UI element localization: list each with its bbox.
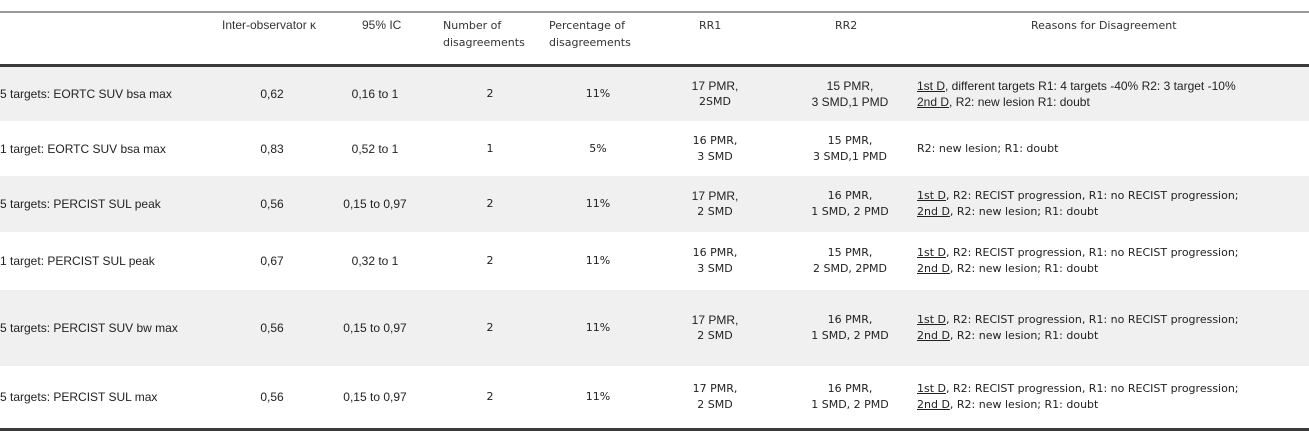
- num-disagreements-cell: [440, 176, 540, 232]
- table-row: [0, 232, 1309, 290]
- reason-line: [917, 381, 1239, 397]
- reason-text: , R2: new lesion R1: doubt: [949, 95, 1090, 109]
- row-label-cell: [0, 366, 215, 428]
- rr2-line: 16 PMR,: [827, 313, 873, 326]
- num-disagreements-value: 2: [486, 87, 494, 100]
- kappa-cell: [222, 176, 322, 232]
- ic-cell: [330, 366, 420, 428]
- kappa-value: 0,56: [260, 197, 284, 211]
- pct-disagreements-value: 11%: [585, 390, 611, 403]
- rr1-cell: [660, 290, 770, 366]
- ic-value: 0,15 to 0,97: [343, 390, 407, 404]
- rr2-line: 3 SMD,1 PMD: [812, 149, 888, 163]
- reason-line: [917, 328, 1239, 344]
- pct-disagreements-cell: [548, 176, 648, 232]
- reason-line: [917, 141, 1058, 157]
- rr2-line: 1 SMD, 2 PMD: [811, 329, 889, 342]
- num-disagreements-cell: [440, 290, 540, 366]
- pct-disagreements-cell: [548, 67, 648, 121]
- reason-line: [917, 204, 1239, 220]
- rr1-line: 3 SMD: [697, 149, 733, 163]
- reason-line: [917, 188, 1239, 204]
- row-label-cell: [0, 232, 215, 290]
- header-number-of-disagreements: Number of disagreements: [443, 19, 525, 49]
- rr2-cell: [795, 121, 905, 176]
- table-bottom-rule: [0, 428, 1309, 431]
- pct-disagreements-value: 11%: [585, 321, 611, 334]
- reason-disagreement-tag: 2nd D: [917, 329, 950, 342]
- table-row: [0, 366, 1309, 428]
- rr2-cell: [795, 176, 905, 232]
- reason-disagreement-tag: 1st D: [917, 382, 947, 395]
- rr1-line: 2 SMD: [697, 329, 733, 342]
- reason-disagreement-tag: 2nd D: [917, 398, 950, 411]
- reason-line: [917, 261, 1239, 277]
- num-disagreements-cell: [440, 67, 540, 121]
- reason-text: , R2: new lesion; R1: doubt: [949, 262, 1099, 275]
- reason-disagreement-tag: 2nd D: [917, 95, 950, 109]
- reason-text: R2: new lesion; R1: doubt: [917, 141, 1059, 155]
- reason-text: , different targets R1: 4 targets -40% R2: 3 target -10%: [945, 79, 1236, 93]
- pct-disagreements-cell: [548, 232, 648, 290]
- row-label-cell: [0, 121, 215, 176]
- reason-text: , R2: RECIST progression, R1: no RECIST progression;: [946, 246, 1239, 259]
- kappa-cell: [222, 67, 322, 121]
- reason-disagreement-tag: 2nd D: [917, 262, 950, 275]
- reason-disagreement-tag: 1st D: [917, 246, 947, 259]
- header-rr2: RR2: [835, 19, 858, 32]
- header-rr1: RR1: [699, 19, 722, 32]
- rr1-line: 2 SMD: [697, 205, 733, 218]
- rr2-line: 15 PMR,: [826, 79, 874, 93]
- reason-line: [917, 245, 1239, 261]
- ic-value: 0,32 to 1: [351, 254, 399, 268]
- rr2-cell: [795, 232, 905, 290]
- rr2-line: 15 PMR,: [827, 133, 873, 147]
- row-label-value: 5 targets: EORTC SUV bsa max: [0, 87, 172, 101]
- reason-line: [917, 94, 1236, 110]
- rr1-line: 3 SMD: [697, 262, 733, 275]
- pct-disagreements-cell: [548, 290, 648, 366]
- rr1-cell: [660, 67, 770, 121]
- rr2-line: 1 SMD, 2 PMD: [811, 398, 889, 411]
- row-label-cell: [0, 290, 215, 366]
- table-row: [0, 290, 1309, 366]
- rr2-cell: [795, 366, 905, 428]
- rr1-line: 17 PMR,: [692, 382, 738, 395]
- pct-disagreements-value: 5%: [589, 141, 607, 155]
- reasons-cell: [917, 366, 1309, 428]
- header-ic: 95% IC: [362, 18, 402, 32]
- rr2-line: 1 SMD, 2 PMD: [811, 205, 889, 218]
- rr2-line: 3 SMD,1 PMD: [811, 95, 889, 109]
- reasons-cell: [917, 67, 1309, 121]
- rr1-line: 17 PMR,: [691, 313, 739, 327]
- reason-text: , R2: new lesion; R1: doubt: [949, 205, 1099, 218]
- reason-text: , R2: RECIST progression, R1: no RECIST progression;: [946, 189, 1239, 202]
- rr1-line: 2SMD: [699, 95, 731, 108]
- reason-line: [917, 312, 1239, 328]
- kappa-value: 0,56: [260, 321, 284, 335]
- ic-cell: [330, 67, 420, 121]
- rr1-cell: [660, 121, 770, 176]
- header-kappa: Inter-observator κ: [222, 18, 317, 32]
- rr2-line: 16 PMR,: [827, 189, 873, 202]
- rr1-line: 17 PMR,: [691, 79, 739, 93]
- table-top-rule: [0, 11, 1309, 13]
- reason-disagreement-tag: 1st D: [917, 313, 947, 326]
- pct-disagreements-cell: [548, 121, 648, 176]
- pct-disagreements-cell: [548, 366, 648, 428]
- kappa-cell: [222, 232, 322, 290]
- num-disagreements-value: 2: [486, 197, 494, 210]
- row-label-value: 5 targets: PERCIST SUL peak: [0, 197, 161, 211]
- kappa-cell: [222, 121, 322, 176]
- ic-value: 0,16 to 1: [351, 87, 399, 101]
- reason-line: [917, 397, 1239, 413]
- ic-cell: [330, 232, 420, 290]
- reason-disagreement-tag: 1st D: [917, 189, 947, 202]
- kappa-value: 0,67: [260, 254, 284, 268]
- reasons-cell: [917, 176, 1309, 232]
- num-disagreements-value: 1: [486, 141, 494, 155]
- reason-disagreement-tag: 2nd D: [917, 205, 950, 218]
- num-disagreements-cell: [440, 366, 540, 428]
- table-row: [0, 67, 1309, 121]
- table-row: [0, 176, 1309, 232]
- reason-text: , R2: RECIST progression, R1: no RECIST progression;: [946, 313, 1239, 326]
- rr2-line: 15 PMR,: [827, 246, 873, 259]
- num-disagreements-cell: [440, 232, 540, 290]
- reasons-cell: [917, 290, 1309, 366]
- pct-disagreements-value: 11%: [585, 197, 611, 210]
- row-label-value: 1 target: PERCIST SUL peak: [0, 254, 155, 268]
- header-percentage-of-disagreements: Percentage of disagreements: [549, 19, 631, 49]
- kappa-value: 0,56: [260, 390, 284, 404]
- reason-text: , R2: new lesion; R1: doubt: [949, 398, 1099, 411]
- reason-line: [917, 78, 1236, 94]
- reason-disagreement-tag: 1st D: [917, 79, 946, 93]
- row-label-value: 1 target: EORTC SUV bsa max: [0, 141, 166, 156]
- reason-text: , R2: RECIST progression, R1: no RECIST progression;: [946, 382, 1239, 395]
- ic-value: 0,15 to 0,97: [343, 321, 407, 335]
- header-reasons: Reasons for Disagreement: [1031, 19, 1177, 32]
- num-disagreements-value: 2: [486, 254, 494, 267]
- ic-value: 0,52 to 1: [351, 141, 399, 156]
- num-disagreements-value: 2: [486, 390, 494, 403]
- rr1-line: 17 PMR,: [691, 189, 739, 203]
- ic-cell: [330, 121, 420, 176]
- rr2-line: 16 PMR,: [827, 382, 873, 395]
- row-label-cell: [0, 176, 215, 232]
- rr1-cell: [660, 366, 770, 428]
- pct-disagreements-value: 11%: [585, 87, 611, 100]
- rr2-line: 2 SMD, 2PMD: [812, 262, 888, 275]
- ic-value: 0,15 to 0,97: [343, 197, 407, 211]
- rr1-cell: [660, 232, 770, 290]
- rr1-cell: [660, 176, 770, 232]
- num-disagreements-value: 2: [486, 321, 494, 334]
- pct-disagreements-value: 11%: [585, 254, 611, 267]
- table-row: [0, 121, 1309, 176]
- rr2-cell: [795, 290, 905, 366]
- kappa-cell: [222, 290, 322, 366]
- rr1-line: 16 PMR,: [692, 133, 738, 147]
- ic-cell: [330, 176, 420, 232]
- reasons-cell: [917, 121, 1309, 176]
- num-disagreements-cell: [440, 121, 540, 176]
- ic-cell: [330, 290, 420, 366]
- rr2-cell: [795, 67, 905, 121]
- kappa-cell: [222, 366, 322, 428]
- row-label-value: 5 targets: PERCIST SUL max: [0, 390, 158, 404]
- reasons-cell: [917, 232, 1309, 290]
- row-label-cell: [0, 67, 215, 121]
- reason-text: , R2: new lesion; R1: doubt: [949, 329, 1099, 342]
- kappa-value: 0,83: [260, 141, 284, 156]
- kappa-value: 0,62: [260, 87, 284, 101]
- rr1-line: 2 SMD: [697, 398, 733, 411]
- rr1-line: 16 PMR,: [692, 246, 738, 259]
- row-label-value: 5 targets: PERCIST SUV bw max: [0, 321, 178, 335]
